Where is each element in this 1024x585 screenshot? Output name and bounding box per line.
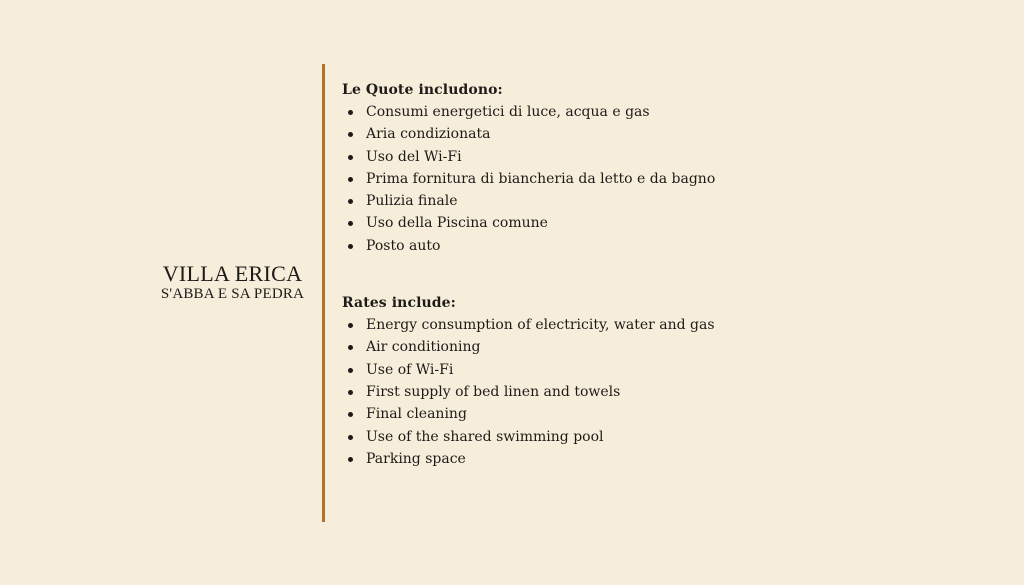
list-item: [342, 190, 982, 212]
bullet-icon: [348, 412, 353, 417]
list-item: [342, 448, 982, 470]
list-item: [342, 359, 982, 381]
list-item: [342, 168, 982, 190]
list-item: [342, 146, 982, 168]
list-item-text: Posto auto: [366, 237, 441, 254]
bullet-icon: [348, 199, 353, 204]
list-item-text: Final cleaning: [366, 406, 467, 423]
inclusions-list-italian: [342, 101, 982, 257]
vertical-divider: [322, 64, 325, 522]
list-item: [342, 314, 982, 336]
inclusions-list-english: [342, 314, 982, 470]
list-item-text: Consumi energetici di luce, acqua e gas: [366, 104, 650, 120]
list-item: [342, 381, 982, 403]
bullet-icon: [348, 221, 353, 226]
bullet-icon: [348, 323, 353, 328]
list-item-text: Air conditioning: [366, 339, 481, 356]
list-item: [342, 235, 982, 257]
rates-content: [342, 80, 982, 470]
list-item-text: Pulizia finale: [366, 193, 458, 210]
bullet-icon: [348, 244, 353, 249]
brand-block: [140, 262, 325, 302]
list-item: [342, 336, 982, 358]
section-heading-english: Rates include:: [342, 295, 456, 312]
list-item-text: First supply of bed linen and towels: [366, 383, 621, 400]
list-item-text: Use of the shared swimming pool: [366, 428, 604, 445]
list-item: [342, 403, 982, 425]
list-item-text: Uso del Wi-Fi: [366, 148, 462, 165]
list-item-text: Parking space: [366, 450, 466, 467]
brand-title: VILLA ERICA: [162, 261, 303, 286]
list-item-text: Uso della Piscina comune: [366, 215, 548, 232]
bullet-icon: [348, 132, 353, 137]
bullet-icon: [348, 155, 353, 160]
bullet-icon: [348, 345, 353, 350]
section-english: [342, 293, 982, 470]
section-italian: [342, 80, 982, 257]
bullet-icon: [348, 177, 353, 182]
section-heading-italian: Le Quote includono:: [342, 82, 503, 98]
list-item-text: Aria condizionata: [366, 126, 491, 143]
list-item-text: Prima fornitura di biancheria da letto e da bagno: [366, 170, 716, 187]
brand-subtitle: S'ABBA E SA PEDRA: [160, 286, 305, 302]
bullet-icon: [348, 110, 353, 115]
bullet-icon: [348, 435, 353, 440]
list-item: [342, 123, 982, 145]
list-item: [342, 426, 982, 448]
bullet-icon: [348, 457, 353, 462]
list-item-text: Energy consumption of electricity, water and gas: [366, 317, 715, 334]
bullet-icon: [348, 390, 353, 395]
list-item: [342, 101, 982, 123]
bullet-icon: [348, 368, 353, 373]
list-item: [342, 212, 982, 234]
list-item-text: Use of Wi-Fi: [366, 361, 454, 378]
